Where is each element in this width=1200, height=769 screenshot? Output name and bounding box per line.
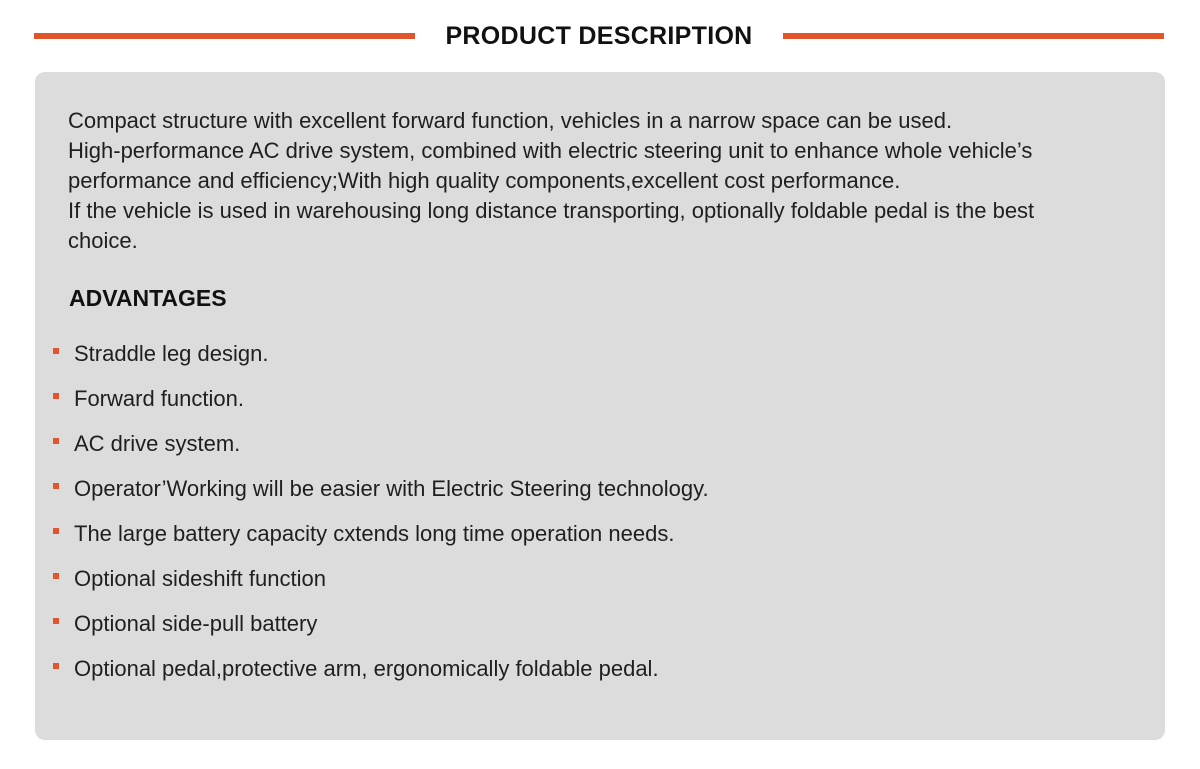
list-item	[53, 519, 1133, 564]
square-bullet-icon	[53, 663, 59, 669]
list-item	[53, 339, 1133, 384]
square-bullet-icon	[53, 483, 59, 489]
square-bullet-icon	[53, 438, 59, 444]
list-item	[53, 564, 1133, 609]
list-item	[53, 429, 1133, 474]
square-bullet-icon	[53, 528, 59, 534]
list-item	[53, 654, 1133, 699]
square-bullet-icon	[53, 348, 59, 354]
list-item-text: Optional sideshift function	[74, 566, 326, 591]
list-item-text: Forward function.	[74, 386, 244, 411]
advantages-list	[53, 339, 1133, 699]
square-bullet-icon	[53, 393, 59, 399]
content-panel	[35, 72, 1165, 740]
description-paragraph: High-performance AC drive system, combined with electric steering unit to enhance whole vehicle’s performance and efficiency;With high quality components,excellent cost performance.	[68, 138, 1033, 193]
list-item	[53, 384, 1133, 429]
page-title: PRODUCT DESCRIPTION	[445, 22, 753, 50]
list-item-text: The large battery capacity cxtends long time operation needs.	[74, 521, 675, 546]
product-description	[68, 106, 1108, 256]
list-item-text: Optional side-pull battery	[74, 611, 318, 636]
header-divider-right	[783, 33, 1164, 39]
list-item	[53, 609, 1133, 654]
square-bullet-icon	[53, 618, 59, 624]
advantages-heading: ADVANTAGES	[69, 285, 227, 311]
section-header	[0, 18, 1200, 58]
list-item-text: Optional pedal,protective arm, ergonomically foldable pedal.	[74, 656, 659, 681]
description-paragraph: Compact structure with excellent forward function, vehicles in a narrow space can be used.	[68, 108, 953, 133]
list-item-text: Operator’Working will be easier with Electric Steering technology.	[74, 476, 709, 501]
list-item	[53, 474, 1133, 519]
list-item-text: AC drive system.	[74, 431, 241, 456]
description-paragraph: If the vehicle is used in warehousing long distance transporting, optionally foldable pedal is the best choice.	[68, 198, 1035, 253]
list-item-text: Straddle leg design.	[74, 341, 269, 366]
square-bullet-icon	[53, 573, 59, 579]
header-divider-left	[34, 33, 415, 39]
